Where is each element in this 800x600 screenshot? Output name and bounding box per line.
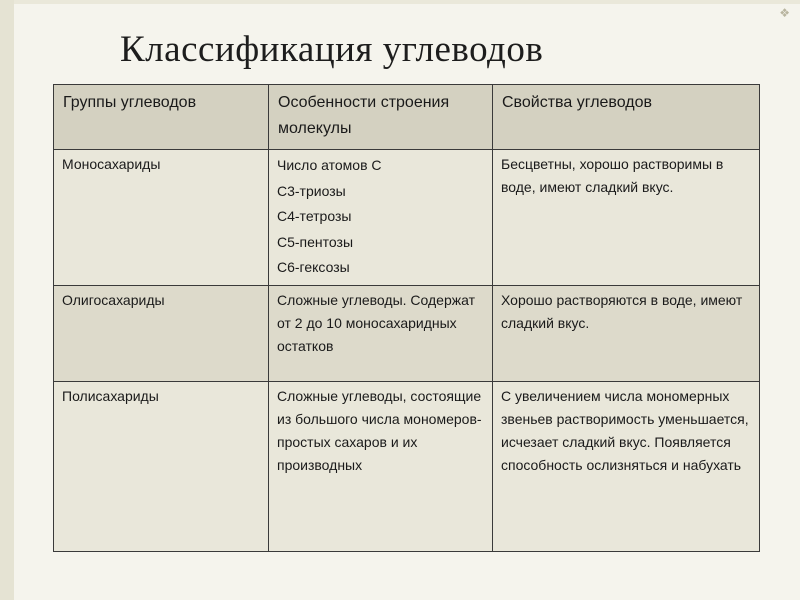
table-row — [54, 381, 760, 551]
group-name: Полисахариды — [54, 381, 269, 551]
left-band — [0, 0, 14, 600]
properties-cell: Бесцветны, хорошо растворимы в воде, имеют сладкий вкус. — [493, 150, 760, 286]
structure-cell — [269, 150, 493, 286]
structure-line: Число атомов С — [277, 157, 382, 173]
group-name: Моносахариды — [54, 150, 269, 286]
group-name: Олигосахариды — [54, 285, 269, 381]
structure-line: С6-гексозы — [277, 259, 350, 275]
header-properties: Свойства углеводов — [493, 85, 760, 150]
properties-cell: Хорошо растворяются в воде, имеют сладкий вкус. — [493, 285, 760, 381]
table-row — [54, 150, 760, 286]
structure-line: С3-триозы — [277, 182, 346, 199]
structure-cell: Сложные углеводы. Содержат от 2 до 10 моносахаридных остатков — [269, 285, 493, 381]
table-header-row — [54, 85, 760, 150]
top-band — [0, 0, 800, 4]
carbohydrate-table — [53, 84, 760, 552]
properties-cell: С увеличением числа мономерных звеньев растворимость уменьшается, исчезает сладкий вкус. Появляется способность ослизняться и набухать — [493, 381, 760, 551]
table-row — [54, 285, 760, 381]
slide-title: Классификация углеводов — [120, 29, 544, 70]
structure-line: С5-пентозы — [277, 233, 354, 250]
header-structure: Особенности строения молекулы — [269, 85, 493, 150]
structure-cell: Сложные углеводы, состоящие из большого числа мономеров-простых сахаров и их производных — [269, 381, 493, 551]
header-groups: Группы углеводов — [54, 85, 269, 150]
structure-line: С4-тетрозы — [277, 208, 352, 224]
corner-decoration-icon: ❖ — [779, 6, 790, 20]
